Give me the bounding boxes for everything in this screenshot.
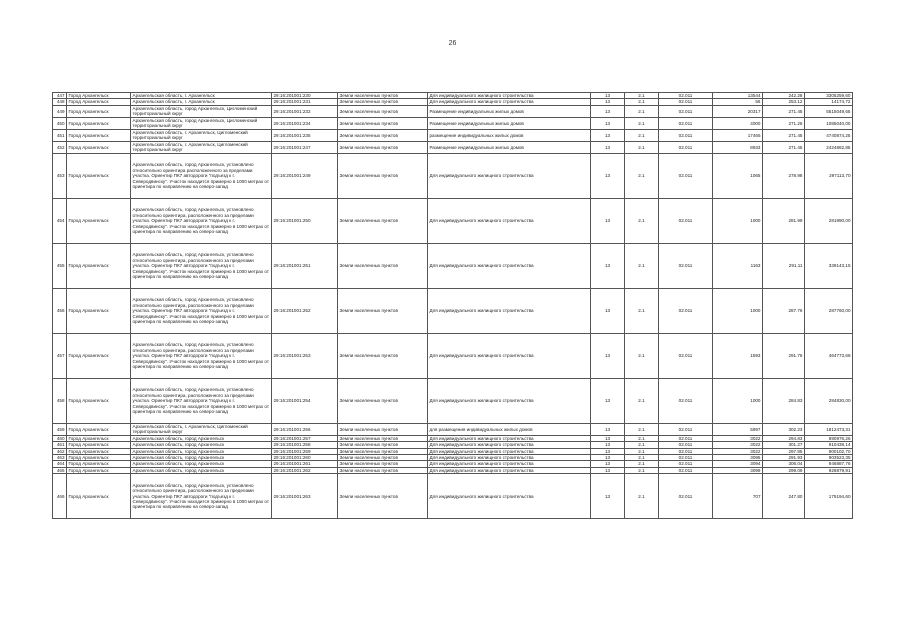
area-cell: 8933 [713,141,763,153]
area-cell: 1000 [713,378,763,423]
group-code-cell: 13 [591,105,625,117]
municipality-cell: Город Архангельск [67,442,131,448]
cadastral-number-cell: 29:16:201001:234 [272,117,338,129]
subgroup-code-cell: 2.1 [625,93,659,99]
land-category-cell: Земли населенных пунктов [338,93,428,99]
address-cell: Архангельская область, город Архангельск, Цигломенский территориальный округ [131,105,272,117]
cadastral-value-cell: 910438,14 [805,442,853,448]
subgroup-code-cell: 2.1 [625,435,659,441]
group-code-cell: 13 [591,435,625,441]
permitted-use-cell: Для индивидуального жилищного строительства [428,243,591,288]
specific-value-cell: 247.80 [763,474,805,519]
row-number-cell: 455 [53,243,67,288]
valuation-date-cell: 02.011 [659,455,713,461]
municipality-cell: Город Архангельск [67,153,131,198]
municipality-cell: Город Архангельск [67,435,131,441]
municipality-cell: Город Архангельск [67,288,131,333]
cadastral-value-cell: 903523,35 [805,455,853,461]
municipality-cell: Город Архангельск [67,467,131,473]
municipality-cell: Город Архангельск [67,129,131,141]
land-category-cell: Земли населенных пунктов [338,129,428,141]
table-row [53,474,853,519]
address-cell: Архангельская область, город Архангельск [131,435,272,441]
cadastral-value-cell: 175194,60 [805,474,853,519]
municipality-cell: Город Архангельск [67,423,131,435]
subgroup-code-cell: 2.1 [625,129,659,141]
permitted-use-cell: Размещение индивидуальных жилых домов [428,141,591,153]
permitted-use-cell: для размещения индивидуальных жилых домов [428,423,591,435]
cadastral-number-cell: 29:16:201001:232 [272,105,338,117]
cadastral-number-cell: 29:16:201001:252 [272,288,338,333]
table-row [53,423,853,435]
area-cell: 1163 [713,243,763,288]
permitted-use-cell: Для индивидуального жилищного строительства [428,93,591,99]
address-cell: Архангельская область, город Архангельск, установлено относительно ориентира расположенного за пределами участка. Ориентир ПК7 автодороги "подъезд к г. Северодвинску". Участок находится примерно в 1000 метрах от ориентира по направлению на северо-запад [131,153,272,198]
area-cell: 1593 [713,333,763,378]
valuation-date-cell: 02.011 [659,129,713,141]
valuation-date-cell: 02.011 [659,435,713,441]
cadastral-value-cell: 890976,26 [805,435,853,441]
row-number-cell: 461 [53,442,67,448]
subgroup-code-cell: 2.1 [625,243,659,288]
group-code-cell: 13 [591,288,625,333]
permitted-use-cell: Для индивидуального жилищного строительства [428,333,591,378]
cadastral-number-cell: 29:16:201001:250 [272,198,338,243]
municipality-cell: Город Архангельск [67,474,131,519]
row-number-cell: 449 [53,105,67,117]
cadastral-number-cell: 29:16:201001:258 [272,442,338,448]
subgroup-code-cell: 2.1 [625,448,659,454]
row-number-cell: 459 [53,423,67,435]
specific-value-cell: 291.93 [763,455,805,461]
cadastral-value-table [52,92,853,519]
specific-value-cell: 287.76 [763,288,805,333]
valuation-date-cell: 02.011 [659,288,713,333]
cadastral-number-cell: 29:16:201001:230 [272,93,338,99]
address-cell: Архангельская область, город Архангельск, установлено относительно ориентира, расположенного за пределами участка. Ориентир ПК7 автодороги "подъезд к г. Северодвинску". Участок находится примерно в 1000 метрах от ориентира по направлению на северо-запад [131,474,272,519]
group-code-cell: 13 [591,141,625,153]
valuation-date-cell: 02.011 [659,461,713,467]
area-cell: 3022 [713,442,763,448]
permitted-use-cell: Для индивидуального жилищного строительства [428,442,591,448]
subgroup-code-cell: 2.1 [625,99,659,105]
permitted-use-cell: Размещение индивидуальных жилых домов [428,117,591,129]
valuation-date-cell: 02.011 [659,442,713,448]
group-code-cell: 13 [591,474,625,519]
specific-value-cell: 281.99 [763,198,805,243]
municipality-cell: Город Архангельск [67,117,131,129]
group-code-cell: 13 [591,198,625,243]
row-number-cell: 454 [53,198,67,243]
address-cell: Архангельская область, г. Архангельск, Цигломенский территориальный округ [131,141,272,153]
specific-value-cell: 291.76 [763,333,805,378]
cadastral-value-cell: 3305259,60 [805,93,853,99]
address-cell: Архангельская область, г. Архангельск, Цигломенский территориальный округ [131,129,272,141]
table-row [53,105,853,117]
row-number-cell: 447 [53,93,67,99]
address-cell: Архангельская область, г. Архангельск [131,99,272,105]
specific-value-cell: 271.26 [763,117,805,129]
area-cell: 3094 [713,461,763,467]
group-code-cell: 13 [591,448,625,454]
cadastral-value-cell: 339143,15 [805,243,853,288]
land-category-cell: Земли населенных пунктов [338,467,428,473]
address-cell: Архангельская область, г. Архангельск [131,93,272,99]
row-number-cell: 460 [53,435,67,441]
area-cell: 707 [713,474,763,519]
table-row [53,117,853,129]
group-code-cell: 13 [591,153,625,198]
specific-value-cell: 291.11 [763,243,805,288]
municipality-cell: Город Архангельск [67,105,131,117]
subgroup-code-cell: 2.1 [625,153,659,198]
address-cell: Архангельская область, город Архангельск, установлено относительно ориентира, расположенного за пределами участка. Ориентир ПК7 автодороги "подъезд к г. Северодвинску". Участок находится примерно в 1000 метрах от ориентира по направлению на северо-запад [131,333,272,378]
row-number-cell: 448 [53,99,67,105]
cadastral-number-cell: 29:16:201001:262 [272,467,338,473]
group-code-cell: 13 [591,243,625,288]
table-row [53,141,853,153]
row-number-cell: 458 [53,378,67,423]
permitted-use-cell: Для индивидуального жилищного строительства [428,448,591,454]
municipality-cell: Город Архангельск [67,243,131,288]
address-cell: Архангельская область, город Архангельск [131,442,272,448]
table-row [53,243,853,288]
permitted-use-cell: Для индивидуального жилищного строительства [428,435,591,441]
cadastral-value-cell: 14174,72 [805,99,853,105]
valuation-date-cell: 02.011 [659,467,713,473]
cadastral-value-cell: 297113,70 [805,153,853,198]
permitted-use-cell: Для индивидуального жилищного строительства [428,474,591,519]
land-category-cell: Земли населенных пунктов [338,423,428,435]
cadastral-value-cell: 4740874,25 [805,129,853,141]
subgroup-code-cell: 2.1 [625,467,659,473]
valuation-date-cell: 02.011 [659,117,713,129]
land-category-cell: Земли населенных пунктов [338,288,428,333]
permitted-use-cell: Для индивидуального жилищного строительства [428,461,591,467]
land-category-cell: Земли населенных пунктов [338,378,428,423]
cadastral-number-cell: 29:16:201001:251 [272,243,338,288]
row-number-cell: 453 [53,153,67,198]
row-number-cell: 463 [53,455,67,461]
area-cell: 1000 [713,198,763,243]
area-cell: 3099 [713,467,763,473]
cadastral-value-cell: 287760,00 [805,288,853,333]
subgroup-code-cell: 2.1 [625,378,659,423]
group-code-cell: 13 [591,99,625,105]
address-cell: Архангельская область, город Архангельск, установлено относительно ориентира, расположенного за пределами участка. Ориентир ПК7 автодороги "подъезд к г. Северодвинску". Участок находится примерно в 1000 метрах от ориентира по направлению на северо-запад [131,378,272,423]
table-row [53,129,853,141]
row-number-cell: 457 [53,333,67,378]
cadastral-value-cell: 926879,91 [805,467,853,473]
land-category-cell: Земли населенных пунктов [338,442,428,448]
area-cell: 3022 [713,448,763,454]
permitted-use-cell: Для индивидуального жилищного строительства [428,378,591,423]
subgroup-code-cell: 2.1 [625,198,659,243]
specific-value-cell: 278.98 [763,153,805,198]
subgroup-code-cell: 2.1 [625,423,659,435]
specific-value-cell: 242.28 [763,93,805,99]
municipality-cell: Город Архангельск [67,333,131,378]
table-row [53,288,853,333]
cadastral-number-cell: 29:16:201001:263 [272,474,338,519]
address-cell: Архангельская область, город Архангельск [131,448,272,454]
valuation-date-cell: 02.011 [659,474,713,519]
valuation-date-cell: 02.011 [659,378,713,423]
group-code-cell: 13 [591,455,625,461]
specific-value-cell: 299.09 [763,467,805,473]
area-cell: 3022 [713,435,763,441]
area-cell: 1000 [713,288,763,333]
area-cell: 13544 [713,93,763,99]
valuation-date-cell: 02.011 [659,153,713,198]
valuation-date-cell: 02.011 [659,141,713,153]
cadastral-number-cell: 29:16:201001:254 [272,378,338,423]
specific-value-cell: 301.27 [763,442,805,448]
cadastral-number-cell: 29:16:201001:259 [272,448,338,454]
group-code-cell: 13 [591,442,625,448]
cadastral-number-cell: 29:16:201001:256 [272,423,338,435]
land-category-cell: Земли населенных пунктов [338,198,428,243]
valuation-date-cell: 02.011 [659,423,713,435]
cadastral-value-cell: 1812473,31 [805,423,853,435]
group-code-cell: 13 [591,423,625,435]
cadastral-value-cell: 2424862,85 [805,141,853,153]
area-cell: 1065 [713,153,763,198]
cadastral-number-cell: 29:16:201001:253 [272,333,338,378]
cadastral-value-cell: 900102,70 [805,448,853,454]
municipality-cell: Город Архангельск [67,198,131,243]
table-row [53,378,853,423]
valuation-date-cell: 02.011 [659,243,713,288]
cadastral-value-cell: 284830,00 [805,378,853,423]
address-cell: Архангельская область, г. Архангельск, Цигломенский территориальный округ [131,423,272,435]
valuation-date-cell: 02.011 [659,448,713,454]
address-cell: Архангельская область, город Архангельск, установлено относительно ориентира, расположенного за пределами участка. Ориентир ПК7 автодороги "подъезд к г. Северодвинску". Участок находится примерно в 1000 метрах от ориентира по направлению на северо-запад [131,288,272,333]
address-cell: Архангельская область, город Архангельск [131,455,272,461]
land-category-cell: Земли населенных пунктов [338,455,428,461]
permitted-use-cell: Для индивидуального жилищного строительства [428,198,591,243]
subgroup-code-cell: 2.1 [625,455,659,461]
land-category-cell: Земли населенных пунктов [338,474,428,519]
permitted-use-cell: Для индивидуального жилищного строительства [428,467,591,473]
subgroup-code-cell: 2.1 [625,117,659,129]
land-category-cell: Земли населенных пунктов [338,448,428,454]
cadastral-number-cell: 29:16:201001:257 [272,435,338,441]
land-category-cell: Земли населенных пунктов [338,333,428,378]
specific-value-cell: 271.45 [763,129,805,141]
row-number-cell: 466 [53,474,67,519]
permitted-use-cell: Размещение индивидуальных жилых домов [428,105,591,117]
permitted-use-cell: Для индивидуального жилищного строительства [428,288,591,333]
group-code-cell: 13 [591,467,625,473]
permitted-use-cell: Для индивидуального жилищного строительства [428,153,591,198]
permitted-use-cell: Для индивидуального жилищного строительства [428,455,591,461]
cadastral-value-cell: 5515049,65 [805,105,853,117]
table-row [53,333,853,378]
permitted-use-cell: размещение индивидуальных жилых домов [428,129,591,141]
cadastral-value-cell: 1085040,00 [805,117,853,129]
land-category-cell: Земли населенных пунктов [338,99,428,105]
valuation-date-cell: 02.011 [659,105,713,117]
table-row [53,198,853,243]
municipality-cell: Город Архангельск [67,378,131,423]
land-category-cell: Земли населенных пунктов [338,105,428,117]
cadastral-number-cell: 29:16:201001:231 [272,99,338,105]
valuation-date-cell: 02.011 [659,198,713,243]
municipality-cell: Город Архангельск [67,141,131,153]
municipality-cell: Город Архангельск [67,99,131,105]
subgroup-code-cell: 2.1 [625,461,659,467]
valuation-date-cell: 02.011 [659,99,713,105]
cadastral-number-cell: 29:16:201001:249 [272,153,338,198]
subgroup-code-cell: 2.1 [625,141,659,153]
cadastral-number-cell: 29:16:201001:235 [272,129,338,141]
group-code-cell: 13 [591,333,625,378]
area-cell: 4000 [713,117,763,129]
subgroup-code-cell: 2.1 [625,442,659,448]
municipality-cell: Город Архангельск [67,461,131,467]
specific-value-cell: 302.23 [763,423,805,435]
area-cell: 5997 [713,423,763,435]
row-number-cell: 452 [53,141,67,153]
land-category-cell: Земли населенных пунктов [338,435,428,441]
address-cell: Архангельская область, город Архангельск, установлено относительно ориентира, расположенного за пределами участка. Ориентир ПК7 автодороги "подъезд к г. Северодвинску". Участок находится примерно в 1000 метрах от ориентира по направлению на северо-запад [131,243,272,288]
municipality-cell: Город Архангельск [67,448,131,454]
row-number-cell: 451 [53,129,67,141]
specific-value-cell: 306.04 [763,461,805,467]
specific-value-cell: 284.83 [763,378,805,423]
subgroup-code-cell: 2.1 [625,105,659,117]
specific-value-cell: 253.12 [763,99,805,105]
land-category-cell: Земли населенных пунктов [338,153,428,198]
permitted-use-cell: Для индивидуального жилищного строительства [428,99,591,105]
row-number-cell: 464 [53,461,67,467]
row-number-cell: 462 [53,448,67,454]
subgroup-code-cell: 2.1 [625,333,659,378]
cadastral-value-cell: 946887,76 [805,461,853,467]
area-cell: 20317 [713,105,763,117]
group-code-cell: 13 [591,117,625,129]
cadastral-number-cell: 29:16:201001:260 [272,455,338,461]
specific-value-cell: 271.45 [763,105,805,117]
row-number-cell: 465 [53,467,67,473]
group-code-cell: 13 [591,129,625,141]
cadastral-value-cell: 281990,00 [805,198,853,243]
row-number-cell: 450 [53,117,67,129]
address-cell: Архангельская область, город Архангельск [131,461,272,467]
subgroup-code-cell: 2.1 [625,288,659,333]
area-cell: 17465 [713,129,763,141]
address-cell: Архангельская область, город Архангельск, установлено относительно ориентира, расположенного за пределами участка. Ориентир ПК7 автодороги "подъезд к г. Северодвинску". Участок находится примерно в 1000 метрах от ориентира по направлению на северо-запад [131,198,272,243]
valuation-date-cell: 02.011 [659,333,713,378]
cadastral-value-cell: 464773,68 [805,333,853,378]
land-category-cell: Земли населенных пунктов [338,141,428,153]
row-number-cell: 456 [53,288,67,333]
group-code-cell: 13 [591,93,625,99]
specific-value-cell: 294.83 [763,435,805,441]
area-cell: 3095 [713,455,763,461]
cadastral-number-cell: 29:16:201001:261 [272,461,338,467]
cadastral-number-cell: 29:16:201001:247 [272,141,338,153]
land-category-cell: Земли населенных пунктов [338,243,428,288]
land-category-cell: Земли населенных пунктов [338,461,428,467]
area-cell: 56 [713,99,763,105]
page-number: 26 [448,40,457,47]
municipality-cell: Город Архангельск [67,93,131,99]
valuation-date-cell: 02.011 [659,93,713,99]
municipality-cell: Город Архангельск [67,455,131,461]
address-cell: Архангельская область, город Архангельск, Цигломенский территориальный округ [131,117,272,129]
group-code-cell: 13 [591,378,625,423]
table-row [53,153,853,198]
address-cell: Архангельская область, город Архангельск [131,467,272,473]
subgroup-code-cell: 2.1 [625,474,659,519]
land-category-cell: Земли населенных пунктов [338,117,428,129]
specific-value-cell: 271.45 [763,141,805,153]
specific-value-cell: 297.85 [763,448,805,454]
group-code-cell: 13 [591,461,625,467]
